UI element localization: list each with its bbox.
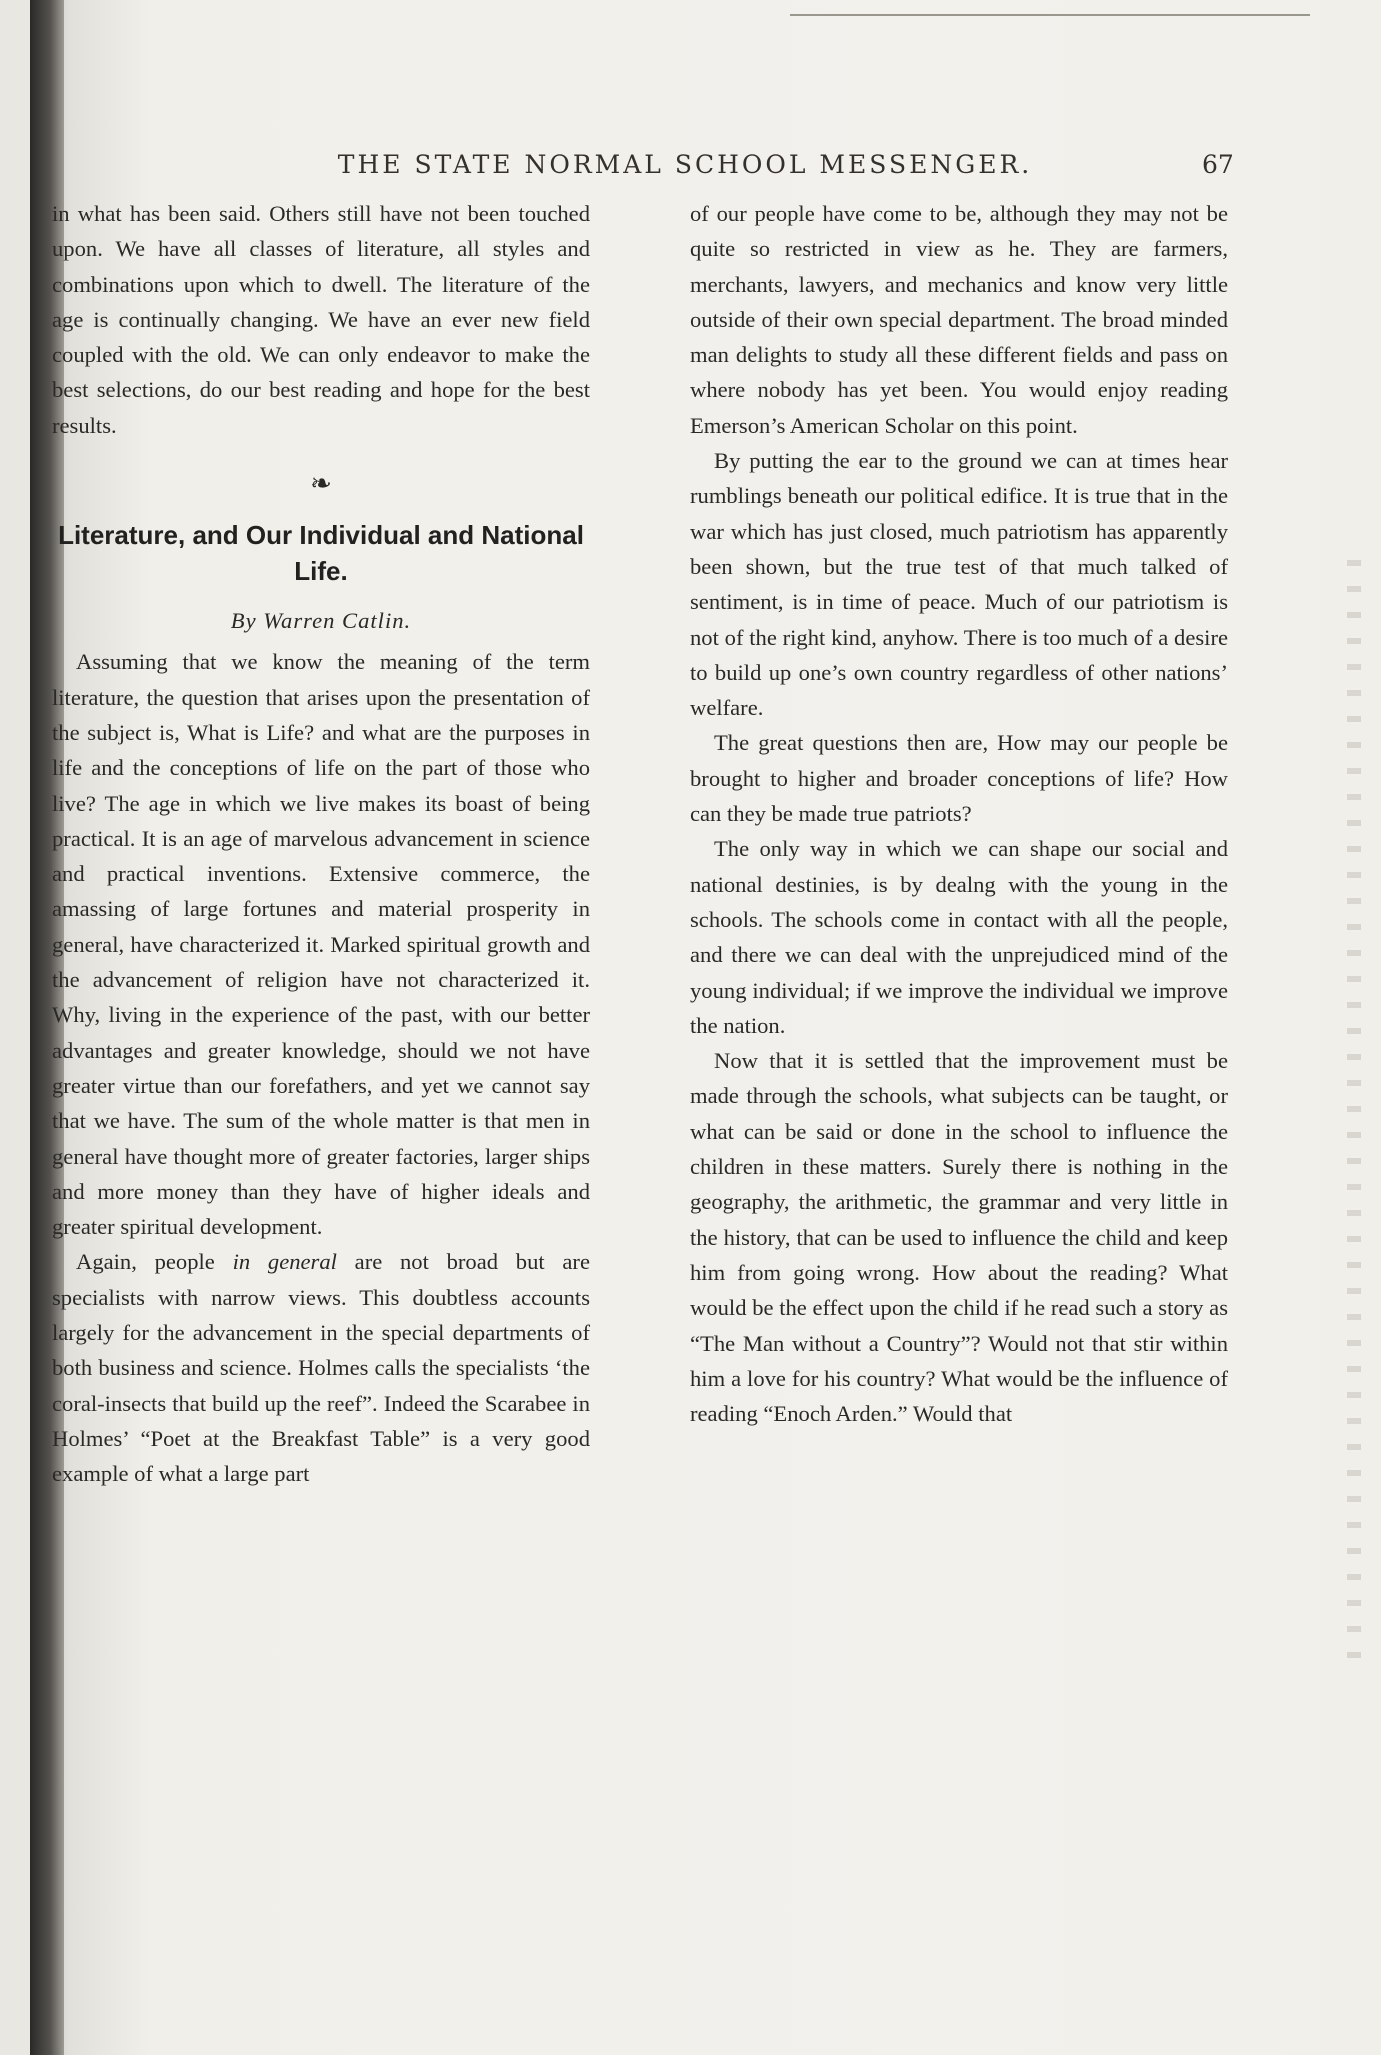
running-header: THE STATE NORMAL SCHOOL MESSENGER.	[337, 150, 1033, 179]
emphasis-text: in general	[232, 1249, 337, 1275]
paragraph-text: Again, people	[76, 1249, 233, 1275]
page-edge-marks	[1347, 560, 1361, 1660]
article-title: Literature, and Our Individual and National Life.	[58, 520, 584, 587]
body-paragraph: The great questions then are, How may our people be brought to higher and broader conceptions of life? How can they be made true patriots?	[690, 730, 1228, 827]
continuation-paragraph: of our people have come to be, although they may not be quite so restricted in view as he. They are farmers, merchants, lawyers, and mechanics and know very little outside of their own special department. The broad minded man delights to study all these different fields and pass on where nobody has yet been. You would enjoy reading Emerson’s American Scholar on this point.	[690, 201, 1228, 438]
top-rule	[790, 14, 1310, 16]
ornament-icon: ❧	[310, 469, 332, 499]
left-column	[52, 196, 590, 1492]
body-paragraph: The only way in which we can shape our social and national destinies, is by dealng with the young in the schools. The schools come in contact with all the people, and there we can deal with the unprejudiced mind of the young individual; if we improve the individual we improve the nation.	[690, 836, 1228, 1038]
body-paragraph	[52, 1244, 590, 1491]
body-paragraph: Now that it is settled that the improvement must be made through the schools, what subjects can be taught, or what can be said or done in the school to influence the children in these matters. Surely there is nothing in the geography, the arithmetic, the grammar and very little in the history, that can be used to influence the child and keep him from going wrong. How about the reading? What would be the effect upon the child if he read such a story as “The Man without a Country”? Would not that stir within him a love for his country? What would be the influence of reading “Enoch Arden.” Would that	[690, 1048, 1228, 1427]
page-number: 67	[1202, 150, 1234, 179]
paragraph-text: are not broad but are specialists with narrow views. This doubtless accounts largely for the advancement in the special departments of both business and science. Holmes calls the specialists ‘the coral-insects that build up the reef”. Indeed the Scarabee in Holmes’ “Poet at the Breakfast Table” is a very good example of what a large part	[52, 1249, 590, 1487]
right-column	[690, 196, 1228, 1431]
continuation-paragraph: in what has been said. Others still have not been touched upon. We have all classes of literature, all styles and combinations upon which to dwell. The literature of the age is continually changing. We have an ever new field coupled with the old. We can only endeavor to make the best selections, do our best reading and hope for the best results.	[52, 201, 590, 438]
byline: By Warren Catlin.	[230, 608, 412, 634]
body-paragraph: Assuming that we know the meaning of the term literature, the question that arises upon the presentation of the subject is, What is Life? and what are the purposes in life and the conceptions of life on the part of those who live? The age in which we live makes its boast of being practical. It is an age of marvelous advancement in science and practical inventions. Extensive commerce, the amassing of large fortunes and material prosperity in general, have characterized it. Marked spiritual growth and the advancement of religion have not characterized it. Why, living in the experience of the past, with our better advantages and greater knowledge, should we not have greater virtue than our forefathers, and yet we cannot say that we have. The sum of the whole matter is that men in general have thought more of greater factories, larger ships and more money than they have of higher ideals and greater spiritual development.	[52, 649, 590, 1240]
body-paragraph: By putting the ear to the ground we can at times hear rumblings beneath our political edifice. It is true that in the war which has just closed, much patriotism has apparently been shown, but the true test of that much talked of sentiment, is in time of peace. Much of our patriotism is not of the right kind, anyhow. There is too much of a desire to build up one’s own country regardless of other nations’ welfare.	[690, 448, 1228, 721]
